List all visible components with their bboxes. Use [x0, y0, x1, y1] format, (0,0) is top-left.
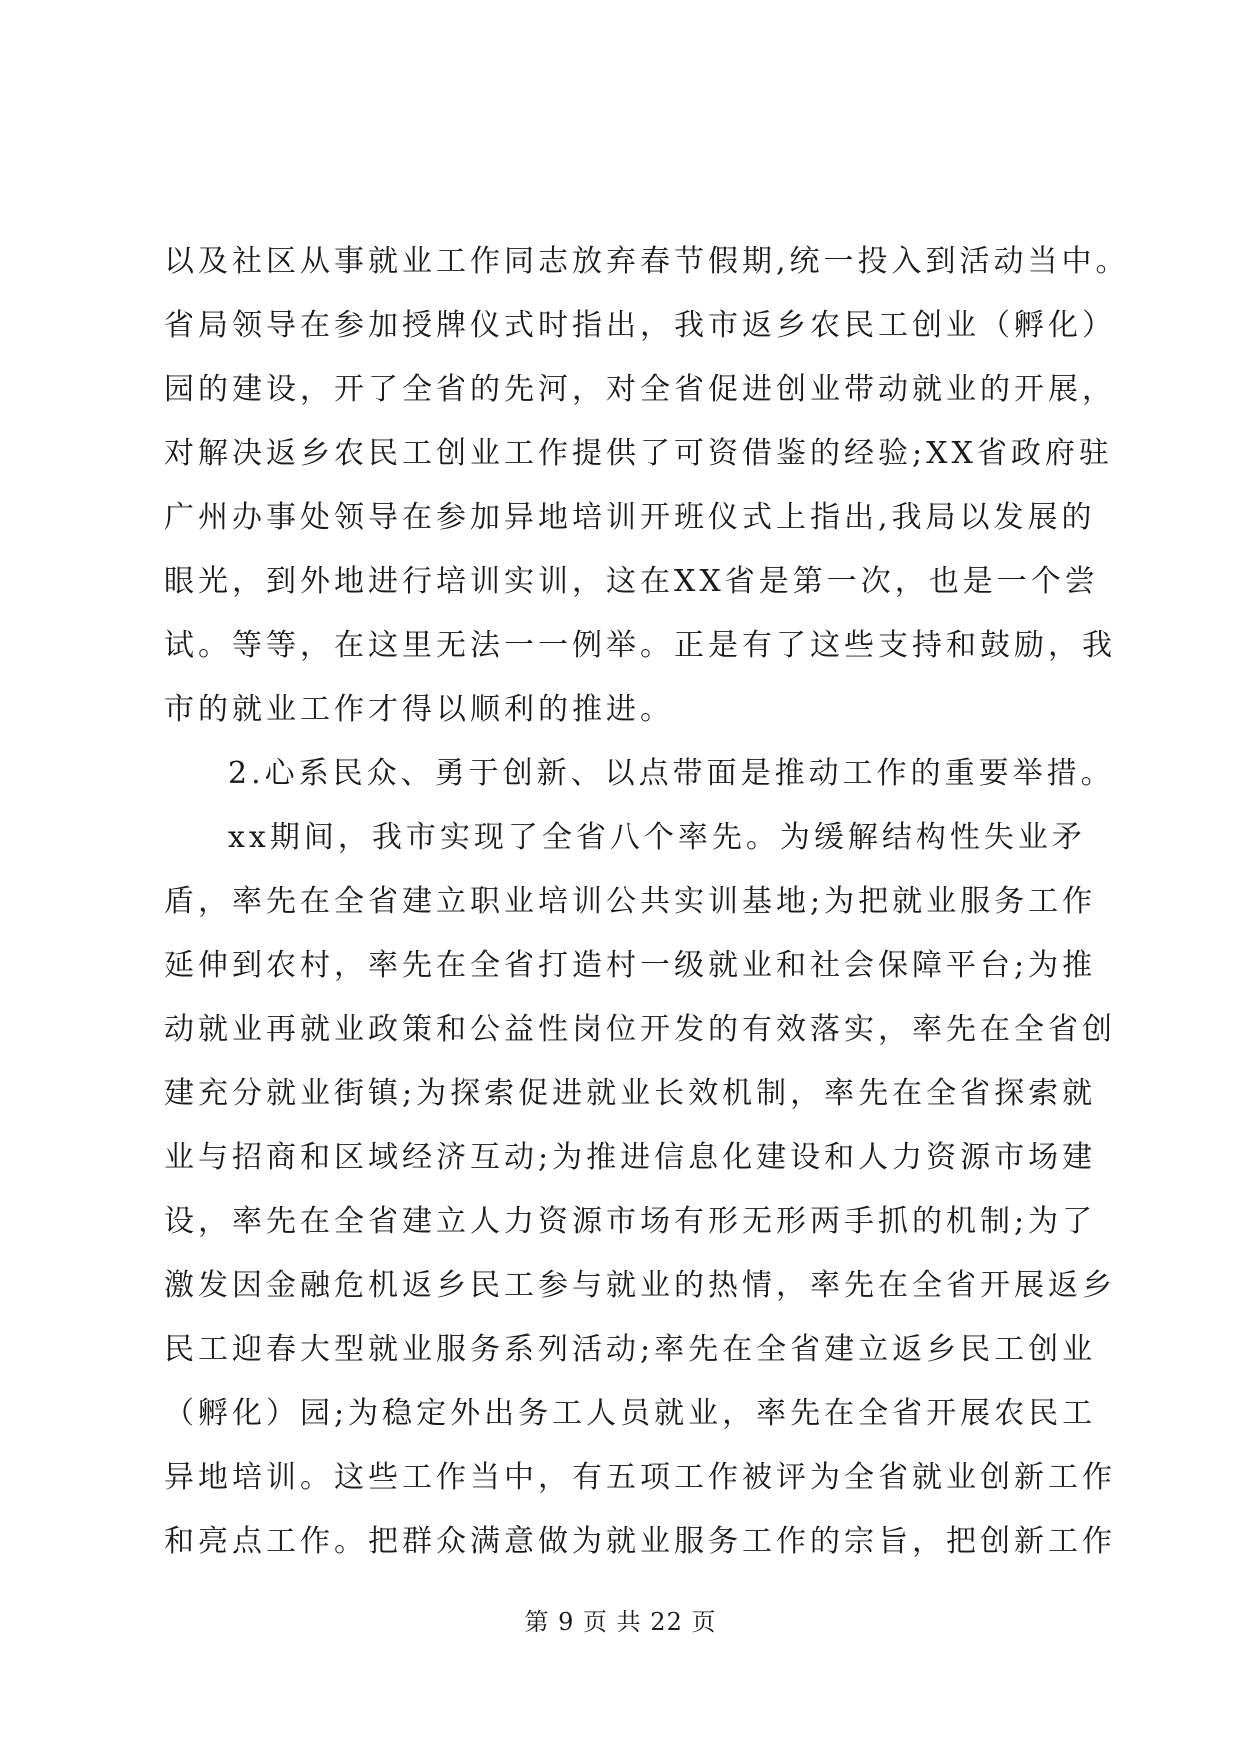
text-line: 广州办事处领导在参加异地培训开班仪式上指出,我局以发展的	[164, 500, 1096, 535]
text-line: 市的就业工作才得以顺利的推进。	[164, 692, 674, 727]
text-line: 民工迎春大型就业服务系列活动;率先在全省建立返乡民工创业	[164, 1332, 1097, 1367]
text-line: 业与招商和区域经济互动;为推进信息化建设和人力资源市场建	[164, 1140, 1097, 1175]
text-line: 对解决返乡农民工创业工作提供了可资借鉴的经验;XX省政府驻	[164, 436, 1113, 471]
text-line: 和亮点工作。把群众满意做为就业服务工作的宗旨，把创新工作	[164, 1524, 1116, 1559]
text-line: 激发因金融危机返乡民工参与就业的热情，率先在全省开展返乡	[164, 1268, 1116, 1303]
document-body	[164, 230, 1130, 1574]
text-line: 园的建设，开了全省的先河，对全省促进创业带动就业的开展，	[164, 372, 1116, 407]
text-line: 设，率先在全省建立人力资源市场有形无形两手抓的机制;为了	[164, 1204, 1097, 1239]
page-number-footer: 第 9 页 共 22 页	[524, 1608, 717, 1636]
text-line: 盾，率先在全省建立职业培训公共实训基地;为把就业服务工作	[164, 884, 1097, 919]
text-line: 以及社区从事就业工作同志放弃春节假期,统一投入到活动当中。	[164, 244, 1130, 279]
text-line: 建充分就业街镇;为探索促进就业长效机制，率先在全省探索就	[164, 1076, 1097, 1111]
text-line: 省局领导在参加授牌仪式时指出，我市返乡农民工创业（孵化）	[164, 308, 1116, 343]
text-line: 动就业再就业政策和公益性岗位开发的有效落实，率先在全省创	[164, 1012, 1116, 1047]
text-line: （孵化）园;为稳定外出务工人员就业，率先在全省开展农民工	[164, 1396, 1097, 1431]
text-line: 试。等等，在这里无法一一例举。正是有了这些支持和鼓励，我	[164, 628, 1116, 663]
text-line: 眼光，到外地进行培训实训，这在XX省是第一次，也是一个尝	[164, 564, 1099, 599]
text-line: 异地培训。这些工作当中，有五项工作被评为全省就业创新工作	[164, 1460, 1116, 1495]
section-heading: 2.心系民众、勇于创新、以点带面是推动工作的重要举措。	[228, 756, 1115, 791]
paragraph-start: xx期间，我市实现了全省八个率先。为缓解结构性失业矛	[228, 820, 1086, 855]
text-line: 延伸到农村，率先在全省打造村一级就业和社会保障平台;为推	[164, 948, 1097, 983]
